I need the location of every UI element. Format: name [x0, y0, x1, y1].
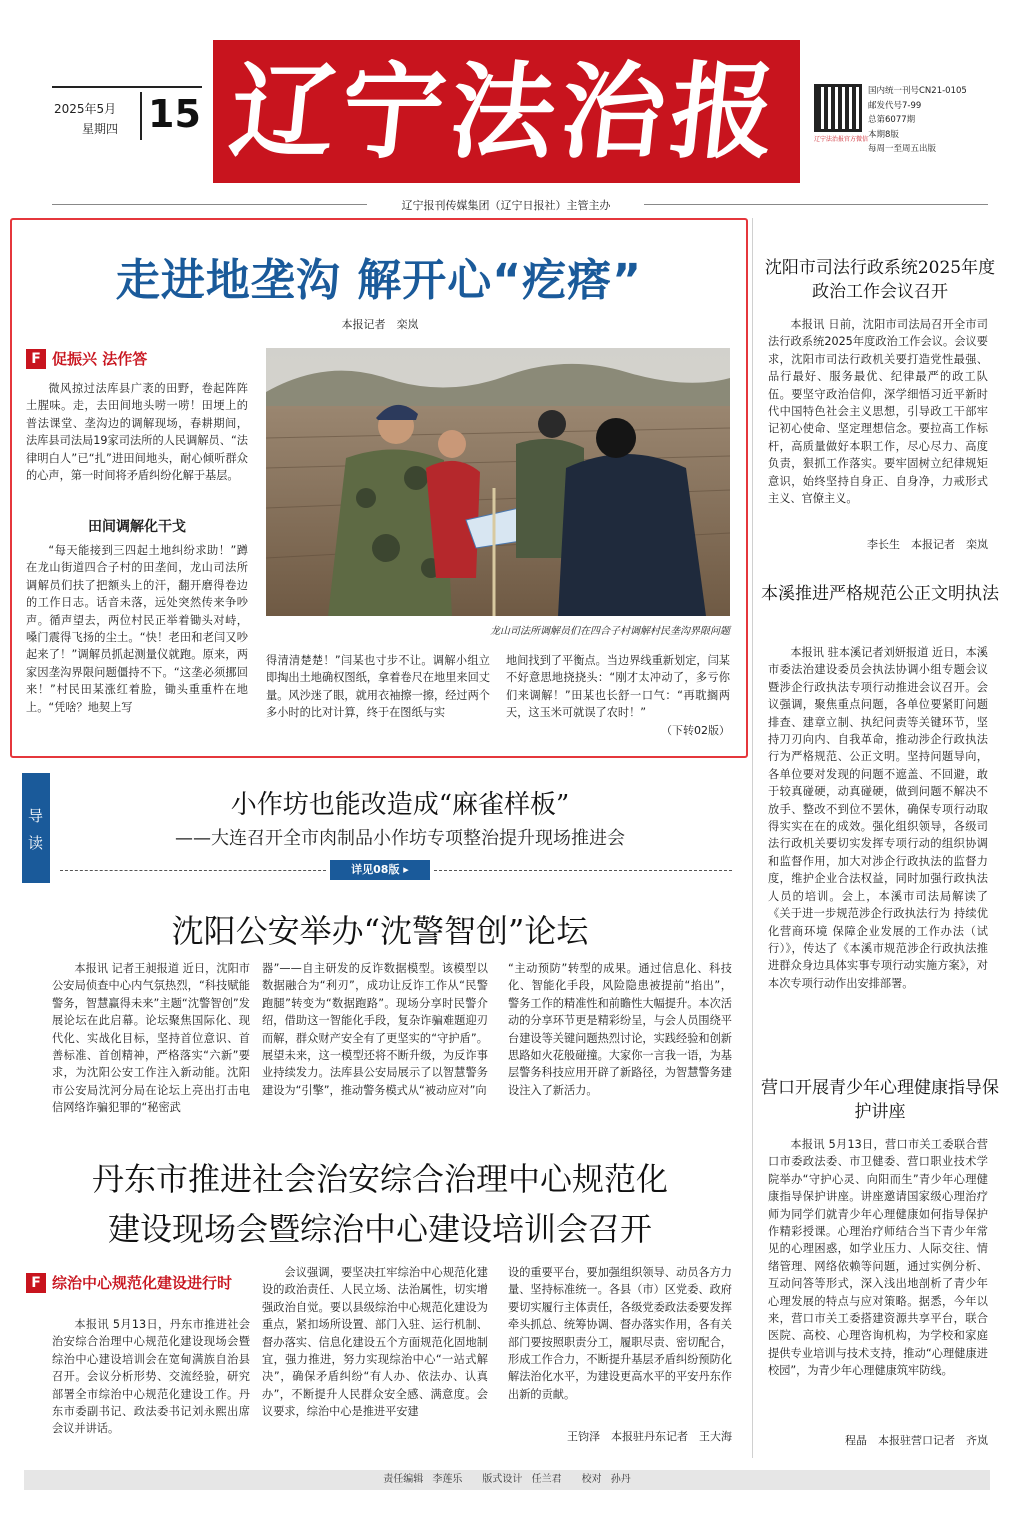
lead-body-col3: [506, 652, 730, 742]
divider: [434, 870, 732, 871]
story2-col3: “主动预防”转型的成果。通过信息化、科技化、智能化手段，风险隐患被提前“掐出”，警务工作的精准性和前瞻性大幅提升。本次活动的分享环节更是精彩纷呈，与会人员围绕平台建设等关键问题热烈讨论，实践经验和创新思路如火花般碰撞。大家你一言我一语，为基层警务科技应用开辟了新路径，为智慧警务建设注入了新活力。: [508, 962, 732, 1097]
guide-subtitle: ——大连召开全市肉制品小作坊专项整治提升现场推进会: [175, 828, 625, 849]
date-divider: [140, 92, 142, 140]
r2-headline[interactable]: 本溪推进严格规范公正文明执法: [761, 584, 999, 604]
section-badge-icon: F: [26, 1273, 46, 1293]
publication-info: [868, 84, 967, 157]
section-label: 促振兴 法作答: [52, 350, 148, 368]
r3-headline[interactable]: 营口开展青少年心理健康指导保护讲座: [761, 1078, 999, 1122]
qr-label: 辽宁法治报官方微信: [814, 136, 869, 143]
r3-author: 程晶 本报驻营口记者 齐岚: [845, 1434, 988, 1447]
issue-date: 2025年5月: [54, 102, 117, 116]
pub-info-line: 国内统一刊号CN21-0105: [868, 86, 967, 96]
section-label: 综治中心规范化建设进行时: [52, 1274, 233, 1292]
page-number: 15: [148, 92, 201, 136]
lead-section-tag: [26, 348, 147, 369]
story3-headline-line1[interactable]: 丹东市推进社会治安综合治理中心规范化: [91, 1160, 668, 1198]
lead-subhead: 田间调解化干戈: [88, 519, 186, 535]
continued-marker[interactable]: （下转02版）: [661, 724, 730, 737]
photo-caption: 龙山司法所调解员们在四合子村调解村民垄沟界限问题: [490, 626, 730, 637]
story2-headline[interactable]: 沈阳公安举办“沈警智创”论坛: [171, 912, 589, 950]
guide-label: 导读: [22, 773, 50, 883]
lead-headline[interactable]: 走进地垄沟 解开心“疙瘩”: [115, 255, 643, 306]
pub-info-line: 每周一至周五出版: [868, 144, 937, 154]
credits-footer: 责任编辑 李莲乐 版式设计 任兰君 校对 孙丹: [24, 1470, 990, 1490]
issue-date-box: [52, 88, 202, 148]
pub-info-line: 本期8版: [868, 129, 899, 140]
section-badge-icon: F: [26, 349, 46, 369]
issue-weekday: 星期四: [82, 122, 119, 136]
story2-col2: 器”——自主研发的反诈数据模型。该模型以数据融合为“利刃”，成功让反诈工作从“民警跑腿”转变为“数据跑路”。现场分享时民警介绍，借助这一智能化手段，复杂诈骗难题迎刃而解，群众财产安全有了更坚实的“守护盾”。展望未来，这一模型还将不断升级，为反诈事业持续发力。法库县公安局展示了以智慧警务建设为“引擎”，推动警务模式从“被动应对”向: [262, 962, 488, 1097]
story3-col2: 会议强调，要坚决扛牢综治中心规范化建设的政治责任、人民立场、法治属性，切实增强政治自觉。要以县级综治中心规范化建设为重点，紧扣场所设置、部门入驻、运行机制、督办落实、信息化建设五个方面规范化固地制宜，强力推进，努力实现综治中心“一站式解决”，确保矛盾纠纷“有人办、依法办、认真办”，不断提升人民群众安全感、满意度。会议要求，综治中心是推进平安建: [262, 1266, 488, 1419]
divider: [60, 870, 326, 871]
column-divider: [752, 218, 753, 1458]
story3-col1: 本报讯 5月13日，丹东市推进社会治安综合治理中心规范化建设现场会暨综治中心建设培训会在宽甸满族自治县召开。会议分析形势、交流经验，研究部署全市综治中心规范化建设工作。丹东市委副书记、政法委书记刘永熙出席会议并讲话。: [52, 1318, 250, 1436]
lead-photo[interactable]: [266, 348, 730, 616]
r2-body: 本报讯 驻本溪记者刘妍报道 近日，本溪市委法治建设委员会执法协调小组专题会议暨涉企行政执法专项行动推进会议召开。会议强调，聚焦重点问题，各单位要紧盯问题排查、建章立制、执纪问责等关键环节，坚持刀刃向内、自我革命，推动涉企行政执法行为严格规范、公正文明。坚持问题导向，各单位要对发现的问题不遮盖、不回避，敢于较真碰硬，动真碰硬，做到问题不解决不放手、整改不到位不罢休，确保专项行动取得实实在在的成效。强化组织领导，各级司法行政机关要切实发挥专项行动的组织协调和监督作用，加大对涉企行政执法的监督力度，维护企业合法权益，同时加强行政执法人员的培训。会上，本溪市司法局解读了《关于进一步规范涉企行政执法行为 持续优化营商环境 保障企业发展的工作办法（试行）》，传达了《本溪市规范涉企行政执法推进群众身边具体实事专项行动实施方案》，对本次专项行动作出安排部署。: [768, 646, 988, 990]
story3-col3: 设的重要平台，要加强组织领导、动员各方力量、坚持标准统一。各县（市）区党委、政府要切实履行主体责任，各级党委政法委要发挥牵头抓总、统筹协调、督办落实作用，各有关部门要按照职责分工，履职尽责、密切配合，形成工作合力，不断提升基层矛盾纠纷预防化解法治化水平，为建设更高水平的平安丹东作出新的贡献。: [508, 1266, 732, 1401]
lead-intro: 微风掠过法库县广袤的田野，卷起阵阵土腥味。走，去田间地头唠一唠！田埂上的普法课堂、垄沟边的调解现场，春耕期间，法库县司法局19家司法所的人民调解员、“法律明白人”已“扎”进田间地头，耐心倾听群众的心声，第一时间将矛盾纠纷化解于基层。: [26, 382, 248, 483]
field-mediation-photo: [266, 348, 730, 616]
see-page-link[interactable]: 详见08版 ▸: [330, 860, 430, 880]
r3-body: 本报讯 5月13日，营口市关工委联合营口市委政法委、市卫健委、营口职业技术学院举办“守护心灵、向阳而生”青少年心理健康指导保护讲座。讲座邀请国家级心理治疗师为同学们就青少年心理健康如何指导保护作精彩授课。心理治疗师结合当下青少年常见的心理困惑，如学业压力、人际交往、情绪管理、网络依赖等问题，通过实例分析、互动问答等形式，深入浅出地剖析了青少年心理发展的特点与应对策略。据悉，今年以来，营口市关工委搭建资源共享平台，联合医院、高校、心理咨询机构，为学校和家庭提供专业培训与技术支持，推动“心理健康进校园”，为青少年心理健康筑牢防线。: [768, 1138, 988, 1378]
lead-body-col3-text: 地间找到了平衡点。当边界线重新划定，闫某不好意思地挠挠头：“刚才太冲动了，多亏你们来调解！”田某也长舒一口气：“再耽搁两天，这玉米可就误了农时！”: [506, 654, 730, 720]
lead-body-col1: “每天能接到三四起土地纠纷求助！”蹲在龙山街道四合子村的田垄间，龙山司法所调解员们扶了把额头上的汗，翻开磨得卷边的工作日志。话音未落，远处突然传来争吵声。循声望去，两位村民正举着锄头对峙，嗓门震得飞扬的尘土。“快！老田和老闫又吵起来了！”调解员抓起测量仪就跑。原来，两家因垄沟界限问题僵持不下。“这垄必须挪回来！”村民田某涨红着脸，锄头重重杵在地上。“凭啥？地契上写: [26, 544, 248, 714]
story3-section-tag: [26, 1272, 232, 1293]
qr-code-icon: [814, 84, 862, 132]
story3-author: 王钧泽 本报驻丹东记者 王大海: [567, 1430, 732, 1443]
pub-info-line: 总第6077期: [868, 115, 916, 125]
pub-info-line: 邮发代号7-99: [868, 100, 922, 111]
story2-col1: 本报讯 记者王昶报道 近日，沈阳市公安局侦查中心内气氛热烈，“科技赋能警务，智慧赢得未来”主题“沈警智创”发展论坛在此启幕。论坛聚焦国际化、现代化、实战化目标，坚持首位意识、首善标准、首创精神，严格落实“六新”要求，为沈阳公安工作注入新动能。沈阳市公安局沈河分局在论坛上亮出打击电信网络诈骗犯罪的“秘密武: [52, 962, 250, 1115]
masthead-title: 辽宁法治报: [225, 49, 789, 173]
sponsor-line: 辽宁报刊传媒集团（辽宁日报社）主管主办: [401, 199, 611, 212]
masthead-logo: [213, 40, 800, 183]
guide-title[interactable]: 小作坊也能改造成“麻雀样板”: [230, 790, 570, 820]
r1-body: 本报讯 日前，沈阳市司法局召开全市司法行政系统2025年度政治工作会议。会议要求，沈阳市司法行政机关要打造党性最强、品行最好、服务最优、纪律最严的政工队伍。要坚守政治信仰，深学细悟习近平新时代中国特色社会主义思想，引导政工干部牢记初心使命、坚定理想信念。要拉高工作标杆，高质量做好本职工作，尽心尽力、高度负责，狠抓工作落实。要牢固树立纪律规矩意识，始终坚持自身正、自身净，力戒形式主义、官僚主义。: [768, 318, 988, 506]
lead-byline: 本报记者 栾岚: [341, 318, 419, 331]
r1-headline[interactable]: 沈阳市司法行政系统2025年度政治工作会议召开: [764, 258, 996, 302]
story3-headline-line2[interactable]: 建设现场会暨综治中心建设培训会召开: [107, 1210, 652, 1248]
lead-body-col2: 得清清楚楚！”闫某也寸步不让。调解小组立即掏出土地确权图纸，拿着卷尺在地里来回丈量。风沙迷了眼，就用衣袖擦一擦，经过两个多小时的比对计算，终于在图纸与实: [266, 654, 490, 720]
r1-author: 李长生 本报记者 栾岚: [867, 538, 988, 551]
